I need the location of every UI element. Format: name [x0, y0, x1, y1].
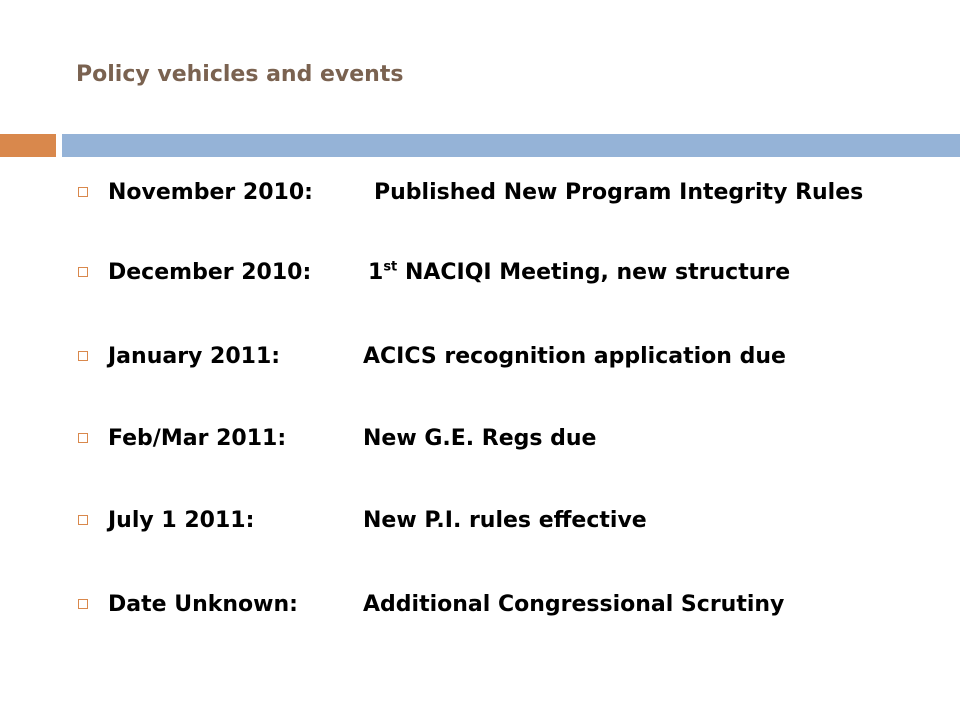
event-date: Feb/Mar 2011:: [108, 426, 287, 451]
event-description: New P.I. rules effective: [363, 508, 647, 533]
event-date: November 2010:: [108, 180, 313, 205]
event-date: January 2011:: [108, 344, 281, 369]
accent-bar-orange: [0, 134, 56, 157]
square-bullet-icon: [78, 599, 88, 609]
square-bullet-icon: [78, 267, 88, 277]
ordinal-suffix: st: [383, 259, 398, 275]
event-description: Published New Program Integrity Rules: [374, 180, 864, 205]
list-item-november-2010: [78, 176, 938, 216]
accent-bar-blue: [62, 134, 960, 157]
slide-title: Policy vehicles and events: [76, 62, 404, 87]
event-date: Date Unknown:: [108, 592, 298, 617]
event-description: [368, 256, 790, 290]
event-description: ACICS recognition application due: [363, 344, 786, 369]
list-item-july-2011: [78, 504, 938, 544]
list-item-date-unknown: [78, 588, 938, 628]
list-item-feb-mar-2011: [78, 422, 938, 462]
square-bullet-icon: [78, 351, 88, 361]
square-bullet-icon: [78, 433, 88, 443]
event-description: New G.E. Regs due: [363, 426, 597, 451]
square-bullet-icon: [78, 515, 88, 525]
event-description: Additional Congressional Scrutiny: [363, 592, 785, 617]
event-description-text: NACIQI Meeting, new structure: [404, 260, 791, 285]
event-date: December 2010:: [108, 260, 312, 285]
event-date: July 1 2011:: [108, 508, 255, 533]
square-bullet-icon: [78, 187, 88, 197]
list-item-december-2010: [78, 256, 938, 296]
list-item-january-2011: [78, 340, 938, 380]
ordinal-number: 1: [368, 260, 384, 285]
